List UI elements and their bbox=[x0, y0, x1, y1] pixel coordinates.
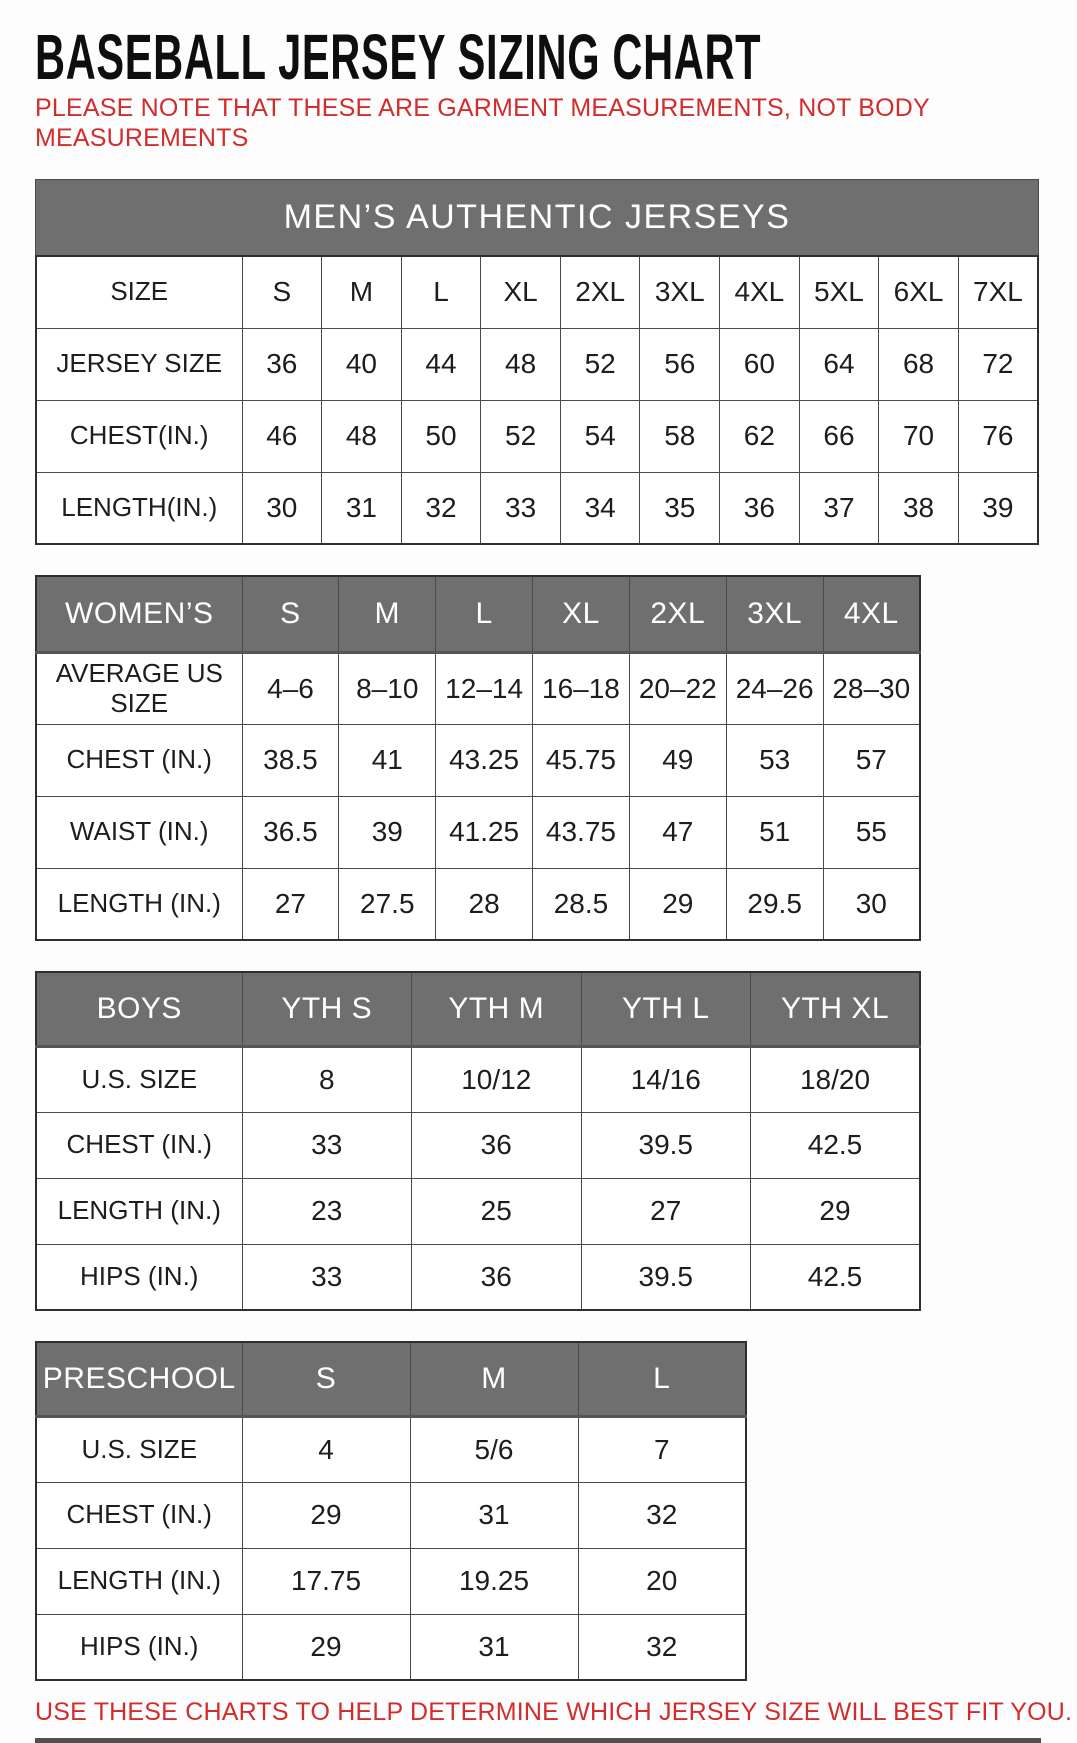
table-row bbox=[36, 1046, 920, 1112]
value-cell: 29 bbox=[242, 1614, 410, 1680]
value-cell: 32 bbox=[578, 1614, 746, 1680]
table-row bbox=[36, 328, 1038, 400]
value-cell: 39.5 bbox=[581, 1112, 751, 1178]
value-cell: 36 bbox=[720, 472, 800, 544]
row-label-cell: HIPS (IN.) bbox=[36, 1614, 242, 1680]
row-label-cell: U.S. SIZE bbox=[36, 1046, 242, 1112]
value-cell: 30 bbox=[242, 472, 322, 544]
value-cell: 8–10 bbox=[339, 652, 436, 724]
header-size-cell: YTH L bbox=[581, 972, 751, 1046]
value-cell: 36 bbox=[412, 1244, 582, 1310]
table-row bbox=[36, 400, 1038, 472]
value-cell: 66 bbox=[799, 400, 879, 472]
value-cell: 68 bbox=[879, 328, 959, 400]
row-label-cell: HIPS (IN.) bbox=[36, 1244, 242, 1310]
value-cell: 70 bbox=[879, 400, 959, 472]
value-cell: 32 bbox=[401, 472, 481, 544]
row-label-cell: CHEST (IN.) bbox=[36, 724, 242, 796]
mens-banner: MEN’S AUTHENTIC JERSEYS bbox=[35, 179, 1039, 255]
value-cell: 48 bbox=[481, 328, 561, 400]
header-size-cell: M bbox=[339, 576, 436, 652]
header-size-cell: YTH S bbox=[242, 972, 412, 1046]
row-label-cell: U.S. SIZE bbox=[36, 1416, 242, 1482]
table-row bbox=[36, 256, 1038, 328]
value-cell: 38 bbox=[879, 472, 959, 544]
value-cell: 28–30 bbox=[823, 652, 920, 724]
value-cell: 39 bbox=[958, 472, 1038, 544]
value-cell: 57 bbox=[823, 724, 920, 796]
row-label-cell: CHEST(IN.) bbox=[36, 400, 242, 472]
header-size-cell: YTH M bbox=[412, 972, 582, 1046]
table-row bbox=[36, 472, 1038, 544]
womens-size-table bbox=[35, 575, 921, 941]
value-cell: 32 bbox=[578, 1482, 746, 1548]
header-size-cell: L bbox=[578, 1342, 746, 1416]
boys-size-table bbox=[35, 971, 921, 1311]
value-cell: 6XL bbox=[879, 256, 959, 328]
row-label-cell: LENGTH(IN.) bbox=[36, 472, 242, 544]
value-cell: 29.5 bbox=[726, 868, 823, 940]
value-cell: 48 bbox=[322, 400, 402, 472]
table-row bbox=[36, 724, 920, 796]
value-cell: 27 bbox=[581, 1178, 751, 1244]
value-cell: 10/12 bbox=[412, 1046, 582, 1112]
preschool-table-section bbox=[35, 1341, 1077, 1681]
value-cell: 60 bbox=[720, 328, 800, 400]
value-cell: 31 bbox=[410, 1482, 578, 1548]
value-cell: 37 bbox=[799, 472, 879, 544]
table-row bbox=[36, 1614, 746, 1680]
table-row bbox=[36, 796, 920, 868]
row-label-cell: LENGTH (IN.) bbox=[36, 1178, 242, 1244]
value-cell: 31 bbox=[410, 1614, 578, 1680]
row-label-cell: LENGTH (IN.) bbox=[36, 868, 242, 940]
value-cell: 55 bbox=[823, 796, 920, 868]
value-cell: 46 bbox=[242, 400, 322, 472]
value-cell: 20–22 bbox=[629, 652, 726, 724]
row-label-cell: JERSEY SIZE bbox=[36, 328, 242, 400]
value-cell: 33 bbox=[242, 1244, 412, 1310]
header-size-cell: L bbox=[436, 576, 533, 652]
value-cell: 14/16 bbox=[581, 1046, 751, 1112]
value-cell: 16–18 bbox=[533, 652, 630, 724]
value-cell: 3XL bbox=[640, 256, 720, 328]
value-cell: 36 bbox=[412, 1112, 582, 1178]
value-cell: 27.5 bbox=[339, 868, 436, 940]
value-cell: 12–14 bbox=[436, 652, 533, 724]
value-cell: 17.75 bbox=[242, 1548, 410, 1614]
header-size-cell: 2XL bbox=[629, 576, 726, 652]
value-cell: 5/6 bbox=[410, 1416, 578, 1482]
table-row bbox=[36, 1112, 920, 1178]
header-size-cell: XL bbox=[533, 576, 630, 652]
value-cell: 42.5 bbox=[751, 1244, 921, 1310]
row-label-cell: WAIST (IN.) bbox=[36, 796, 242, 868]
row-label-cell: SIZE bbox=[36, 256, 242, 328]
mens-size-table bbox=[35, 255, 1039, 545]
value-cell: 28.5 bbox=[533, 868, 630, 940]
value-cell: 42.5 bbox=[751, 1112, 921, 1178]
bottom-divider bbox=[35, 1738, 1041, 1743]
value-cell: 36.5 bbox=[242, 796, 339, 868]
value-cell: 40 bbox=[322, 328, 402, 400]
value-cell: 19.25 bbox=[410, 1548, 578, 1614]
womens-table-section bbox=[35, 575, 1077, 941]
value-cell: 35 bbox=[640, 472, 720, 544]
table-header-row bbox=[36, 576, 920, 652]
value-cell: 43.75 bbox=[533, 796, 630, 868]
table-row bbox=[36, 1416, 746, 1482]
value-cell: 50 bbox=[401, 400, 481, 472]
value-cell: 53 bbox=[726, 724, 823, 796]
value-cell: 4–6 bbox=[242, 652, 339, 724]
value-cell: 72 bbox=[958, 328, 1038, 400]
header-size-cell: S bbox=[242, 1342, 410, 1416]
value-cell: 43.25 bbox=[436, 724, 533, 796]
value-cell: S bbox=[242, 256, 322, 328]
value-cell: 8 bbox=[242, 1046, 412, 1112]
header-size-cell: M bbox=[410, 1342, 578, 1416]
value-cell: 44 bbox=[401, 328, 481, 400]
row-label-cell: CHEST (IN.) bbox=[36, 1482, 242, 1548]
value-cell: 62 bbox=[720, 400, 800, 472]
row-label-cell: AVERAGE US SIZE bbox=[36, 652, 242, 724]
value-cell: 52 bbox=[481, 400, 561, 472]
mens-table-section bbox=[35, 179, 1077, 545]
value-cell: 56 bbox=[640, 328, 720, 400]
header-size-cell: YTH XL bbox=[751, 972, 921, 1046]
page-title: BASEBALL JERSEY SIZING CHART bbox=[35, 21, 762, 94]
sizing-note: PLEASE NOTE THAT THESE ARE GARMENT MEASUREMENTS, NOT BODY MEASUREMENTS bbox=[35, 94, 930, 152]
value-cell: 39 bbox=[339, 796, 436, 868]
row-label-cell: CHEST (IN.) bbox=[36, 1112, 242, 1178]
value-cell: 41.25 bbox=[436, 796, 533, 868]
table-row bbox=[36, 652, 920, 724]
table-row bbox=[36, 1548, 746, 1614]
value-cell: 33 bbox=[242, 1112, 412, 1178]
header-label-cell: WOMEN’S bbox=[36, 576, 242, 652]
value-cell: 29 bbox=[242, 1482, 410, 1548]
header-size-cell: S bbox=[242, 576, 339, 652]
value-cell: 33 bbox=[481, 472, 561, 544]
value-cell: 7 bbox=[578, 1416, 746, 1482]
preschool-size-table bbox=[35, 1341, 747, 1681]
value-cell: 49 bbox=[629, 724, 726, 796]
value-cell: 39.5 bbox=[581, 1244, 751, 1310]
value-cell: 20 bbox=[578, 1548, 746, 1614]
value-cell: 36 bbox=[242, 328, 322, 400]
value-cell: 31 bbox=[322, 472, 402, 544]
table-row bbox=[36, 1482, 746, 1548]
value-cell: 24–26 bbox=[726, 652, 823, 724]
header-size-cell: 3XL bbox=[726, 576, 823, 652]
value-cell: 41 bbox=[339, 724, 436, 796]
header-label-cell: PRESCHOOL bbox=[36, 1342, 242, 1416]
boys-table-section bbox=[35, 971, 1077, 1311]
table-row bbox=[36, 1178, 920, 1244]
table-header-row bbox=[36, 1342, 746, 1416]
value-cell: 29 bbox=[751, 1178, 921, 1244]
header-size-cell: 4XL bbox=[823, 576, 920, 652]
value-cell: 7XL bbox=[958, 256, 1038, 328]
value-cell: M bbox=[322, 256, 402, 328]
table-header-row bbox=[36, 972, 920, 1046]
value-cell: 45.75 bbox=[533, 724, 630, 796]
value-cell: 27 bbox=[242, 868, 339, 940]
value-cell: L bbox=[401, 256, 481, 328]
value-cell: 38.5 bbox=[242, 724, 339, 796]
value-cell: XL bbox=[481, 256, 561, 328]
value-cell: 23 bbox=[242, 1178, 412, 1244]
value-cell: 25 bbox=[412, 1178, 582, 1244]
value-cell: 47 bbox=[629, 796, 726, 868]
table-row bbox=[36, 868, 920, 940]
value-cell: 34 bbox=[560, 472, 640, 544]
value-cell: 29 bbox=[629, 868, 726, 940]
footer-note: USE THESE CHARTS TO HELP DETERMINE WHICH JERSEY SIZE WILL BEST FIT YOU. bbox=[35, 1698, 1073, 1726]
value-cell: 64 bbox=[799, 328, 879, 400]
value-cell: 54 bbox=[560, 400, 640, 472]
value-cell: 2XL bbox=[560, 256, 640, 328]
value-cell: 28 bbox=[436, 868, 533, 940]
value-cell: 58 bbox=[640, 400, 720, 472]
value-cell: 52 bbox=[560, 328, 640, 400]
value-cell: 4XL bbox=[720, 256, 800, 328]
header-label-cell: BOYS bbox=[36, 972, 242, 1046]
value-cell: 30 bbox=[823, 868, 920, 940]
value-cell: 18/20 bbox=[751, 1046, 921, 1112]
value-cell: 76 bbox=[958, 400, 1038, 472]
value-cell: 51 bbox=[726, 796, 823, 868]
value-cell: 4 bbox=[242, 1416, 410, 1482]
table-row bbox=[36, 1244, 920, 1310]
value-cell: 5XL bbox=[799, 256, 879, 328]
row-label-cell: LENGTH (IN.) bbox=[36, 1548, 242, 1614]
